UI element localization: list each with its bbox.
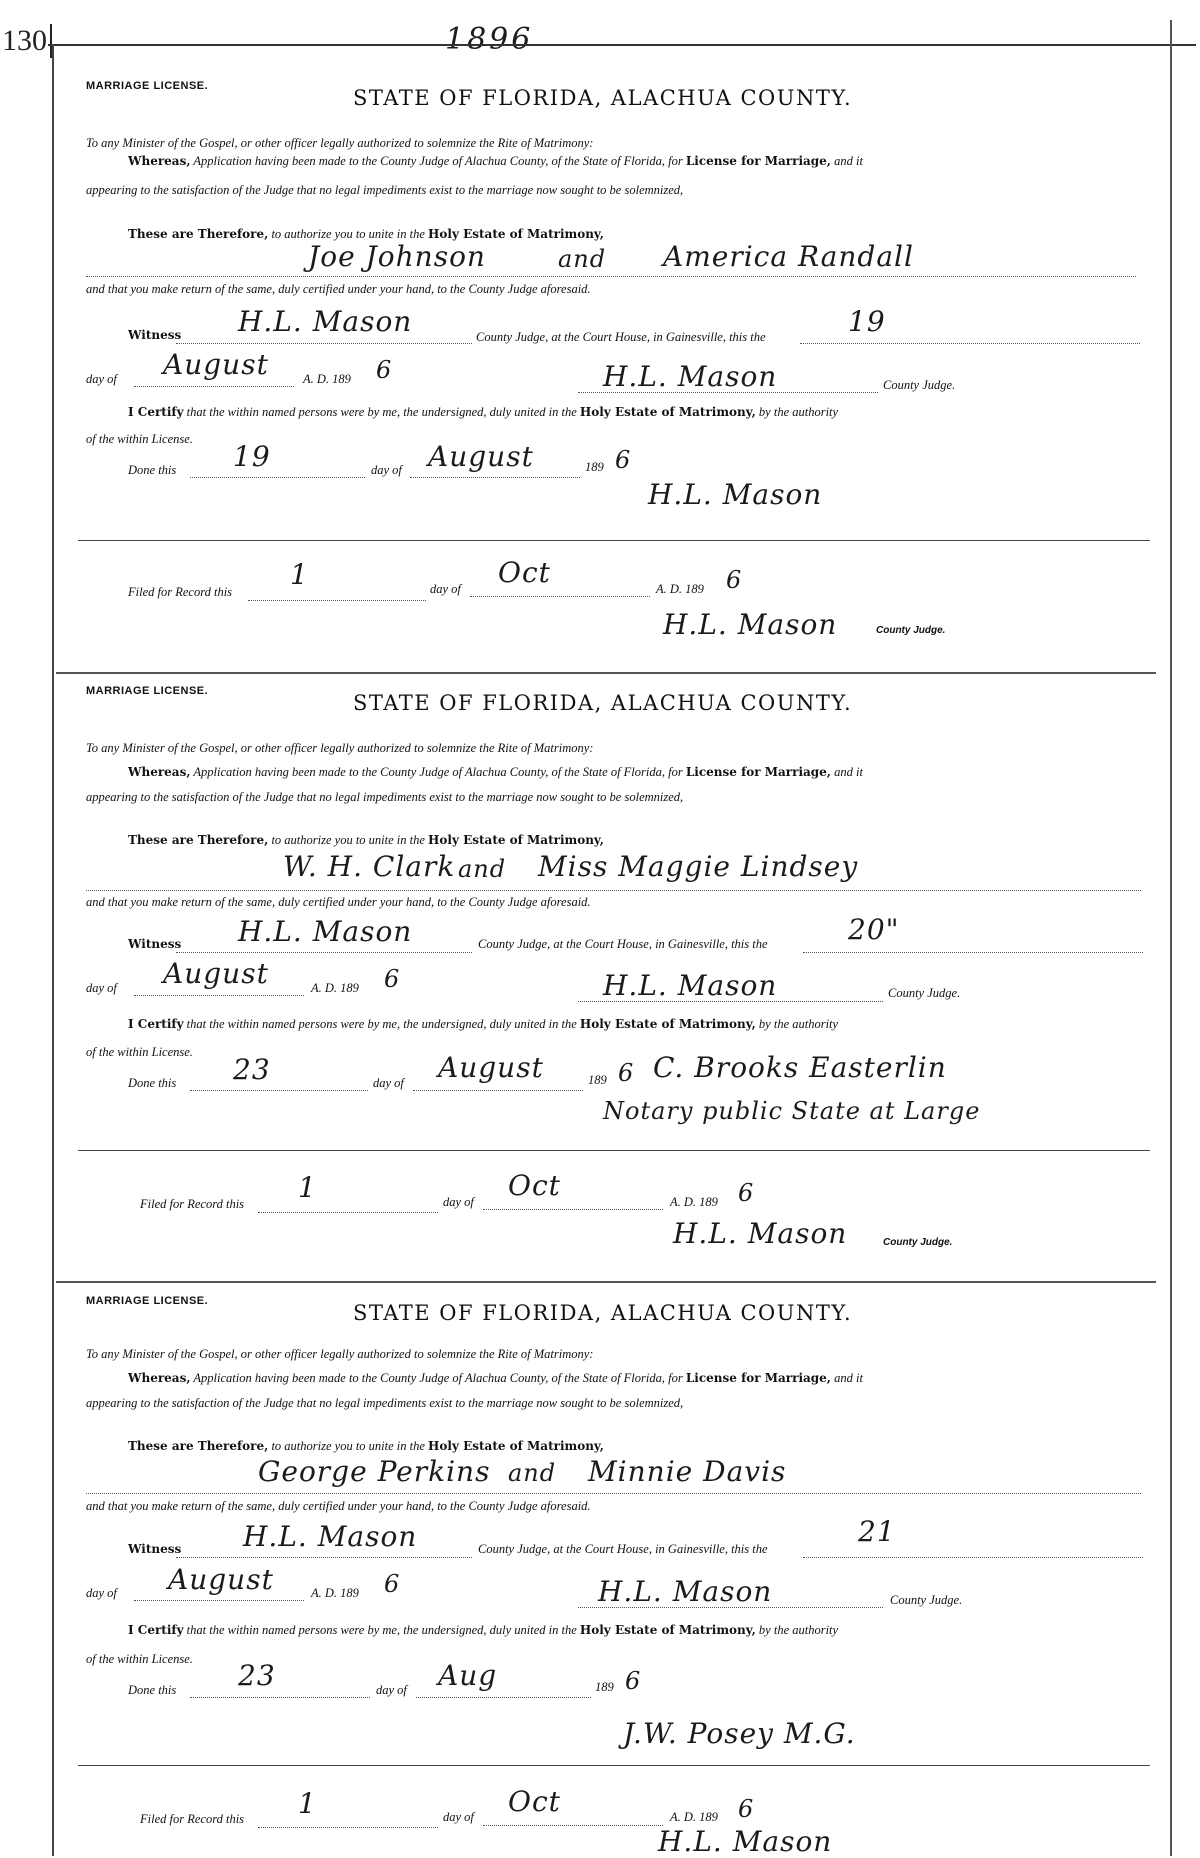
license-for-marriage: License for Marriage,: [685, 1371, 831, 1385]
filed-month-underline: [483, 1209, 663, 1210]
done-year-digit: 6: [618, 1059, 635, 1087]
filed-year-digit: 6: [738, 1795, 755, 1823]
filed-day-underline: [258, 1827, 438, 1828]
month-underline: [134, 386, 294, 387]
month-underline: [134, 1600, 304, 1601]
page-number: 130: [0, 24, 52, 58]
filed-day-of: day of: [443, 1810, 474, 1824]
county-judge-label: County Judge.: [890, 1593, 963, 1607]
officiant-signature: J.W. Posey M.G.: [623, 1717, 856, 1750]
county-judge-label: County Judge.: [888, 986, 961, 1000]
ad-label: A. D. 189: [311, 981, 359, 995]
done-month: August: [438, 1051, 544, 1084]
filed-county-judge: County Judge.: [876, 625, 946, 636]
done-month: Aug: [438, 1659, 498, 1692]
filed-month: Oct: [498, 556, 551, 589]
witness-underline: [176, 343, 472, 344]
certify-line: [128, 405, 838, 420]
holy-estate-certify: Holy Estate of Matrimony,: [579, 405, 756, 419]
filed-day: 1: [298, 1171, 317, 1204]
filed-month: Oct: [508, 1785, 561, 1818]
county-judge-court: County Judge, at the Court House, in Gainesville, this the: [478, 937, 768, 951]
filing-rule: [78, 540, 1150, 541]
license-for-marriage: License for Marriage,: [685, 154, 831, 168]
filed-day-of: day of: [443, 1195, 474, 1209]
done-this-label: Done this: [128, 1683, 177, 1697]
judge-underline: [578, 1001, 883, 1002]
filed-year-digit: 6: [726, 566, 743, 594]
license-header-label: MARRIAGE LICENSE.: [86, 80, 209, 92]
done-day-of: day of: [371, 463, 402, 477]
filed-month-underline: [470, 596, 650, 597]
license-title: STATE OF FLORIDA, ALACHUA COUNTY.: [353, 86, 853, 110]
witness-underline: [176, 952, 472, 953]
whereas-line: [128, 765, 863, 780]
filed-day-underline: [258, 1212, 438, 1213]
these-text: to authorize you to unite in the: [271, 833, 425, 847]
names-underline: [86, 276, 1136, 277]
day-underline: [803, 952, 1143, 953]
whereas-text: Application having been made to the County Judge of Alachua County, of the State of Florida, for: [193, 154, 683, 168]
done-day-underline: [190, 477, 365, 478]
month: August: [163, 348, 269, 381]
done-day-underline: [190, 1090, 368, 1091]
groom-name: Joe Johnson: [308, 240, 486, 273]
right-margin-rule: [1170, 20, 1172, 1856]
witness-underline: [176, 1557, 472, 1558]
county-judge-court: County Judge, at the Court House, in Gainesville, this the: [476, 330, 766, 344]
judge-underline: [578, 1607, 883, 1608]
license-for-marriage: License for Marriage,: [685, 765, 831, 779]
done-day-of: day of: [373, 1076, 404, 1090]
county-judge-label: County Judge.: [883, 378, 956, 392]
officiant-signature: C. Brooks Easterlin: [653, 1051, 947, 1084]
whereas-lead: Whereas,: [128, 1371, 191, 1385]
within-license: of the within License.: [86, 1045, 193, 1059]
done-month-underline: [416, 1697, 591, 1698]
day-of-label: day of: [86, 1586, 117, 1600]
these-text: to authorize you to unite in the: [271, 1439, 425, 1453]
filed-county-judge: County Judge.: [883, 1237, 953, 1248]
appearing-line: appearing to the satisfaction of the Judge that no legal impediments exist to the marriage now sought to be solemnized,: [86, 183, 684, 197]
month-underline: [134, 995, 304, 996]
witness-line: [128, 1542, 181, 1557]
witness-day: 19: [848, 305, 886, 338]
by-authority: by the authority: [758, 405, 839, 419]
whereas-text: Application having been made to the County Judge of Alachua County, of the State of Florida, for: [193, 765, 683, 779]
done-day: 19: [233, 440, 271, 473]
judge-underline: [578, 392, 878, 393]
certify-line: [128, 1623, 838, 1638]
these-lead: These are Therefore,: [128, 227, 269, 241]
and-it: and it: [834, 1371, 863, 1385]
filed-ad: A. D. 189: [656, 582, 704, 596]
done-month-underline: [410, 477, 580, 478]
county-judge-court: County Judge, at the Court House, in Gainesville, this the: [478, 1542, 768, 1556]
whereas-lead: Whereas,: [128, 765, 191, 779]
these-lead: These are Therefore,: [128, 1439, 269, 1453]
appearing-line: appearing to the satisfaction of the Judge that no legal impediments exist to the marriage now sought to be solemnized,: [86, 1396, 684, 1410]
address-line: To any Minister of the Gospel, or other officer legally authorized to solemnize the Rite of Matrimony:: [86, 741, 594, 755]
witness-line: [128, 328, 181, 343]
filing-rule: [78, 1765, 1150, 1766]
filed-month-underline: [483, 1825, 663, 1826]
done-day: 23: [233, 1053, 271, 1086]
day-of-label: day of: [86, 981, 117, 995]
filed-day: 1: [298, 1787, 317, 1820]
done-year-prefix: 189: [585, 460, 604, 474]
bride-name: Miss Maggie Lindsey: [538, 850, 859, 883]
page-year: 1896: [445, 22, 534, 57]
witness-line: [128, 937, 181, 952]
license-title: STATE OF FLORIDA, ALACHUA COUNTY.: [353, 1301, 853, 1325]
filed-day-of: day of: [430, 582, 461, 596]
return-line: and that you make return of the same, duly certified under your hand, to the County Judge aforesaid.: [86, 282, 591, 296]
filed-signature: H.L. Mason: [658, 1825, 833, 1858]
officiant-title: Notary public State at Large: [603, 1097, 981, 1125]
filed-label: Filed for Record this: [128, 585, 233, 599]
year-digit: 6: [384, 1570, 401, 1598]
officiant-signature: H.L. Mason: [648, 478, 823, 511]
holy-estate-certify: Holy Estate of Matrimony,: [579, 1017, 756, 1031]
certify-text: that the within named persons were by me, the undersigned, duly united in the: [186, 405, 577, 419]
done-day-of: day of: [376, 1683, 407, 1697]
return-line: and that you make return of the same, duly certified under your hand, to the County Judge aforesaid.: [86, 1499, 591, 1513]
address-line: To any Minister of the Gospel, or other officer legally authorized to solemnize the Rite of Matrimony:: [86, 136, 594, 150]
these-line: [128, 833, 604, 848]
filed-month: Oct: [508, 1169, 561, 1202]
holy-estate-certify: Holy Estate of Matrimony,: [579, 1623, 756, 1637]
done-year-digit: 6: [625, 1667, 642, 1695]
groom-name: George Perkins: [258, 1455, 491, 1488]
whereas-line: [128, 1371, 863, 1386]
marriage-license: [58, 80, 1148, 670]
names-underline: [86, 1493, 1141, 1494]
conjunction: and: [558, 245, 607, 273]
witness-label: Witness: [128, 937, 182, 951]
done-year-prefix: 189: [595, 1680, 614, 1694]
filed-signature: H.L. Mason: [663, 608, 838, 641]
filed-signature: H.L. Mason: [673, 1217, 848, 1250]
day-underline: [803, 1557, 1143, 1558]
groom-name: W. H. Clark: [283, 850, 456, 883]
witness-signature: H.L. Mason: [238, 915, 413, 948]
whereas-line: [128, 154, 863, 169]
left-margin-rule: [52, 44, 54, 1856]
within-license: of the within License.: [86, 1652, 193, 1666]
witness-label: Witness: [128, 1542, 182, 1556]
certify-line: [128, 1017, 838, 1032]
holy-estate: Holy Estate of Matrimony,: [428, 1439, 604, 1453]
judge-signature: H.L. Mason: [598, 1575, 773, 1608]
whereas-text: Application having been made to the County Judge of Alachua County, of the State of Florida, for: [193, 1371, 683, 1385]
filed-day: 1: [290, 558, 309, 591]
day-underline: [800, 343, 1140, 344]
witness-day: 21: [858, 1515, 896, 1548]
done-year-digit: 6: [615, 446, 632, 474]
conjunction: and: [508, 1459, 557, 1487]
witness-day: 20": [848, 913, 900, 946]
by-authority: by the authority: [758, 1623, 839, 1637]
by-authority: by the authority: [758, 1017, 839, 1031]
whereas-lead: Whereas,: [128, 154, 191, 168]
certify-lead: I Certify: [128, 1017, 184, 1031]
certify-lead: I Certify: [128, 405, 184, 419]
certify-text: that the within named persons were by me, the undersigned, duly united in the: [186, 1623, 577, 1637]
marriage-license: [58, 1295, 1148, 1856]
witness-signature: H.L. Mason: [243, 1520, 418, 1553]
month: August: [163, 957, 269, 990]
bride-name: Minnie Davis: [588, 1455, 787, 1488]
year-digit: 6: [376, 356, 393, 384]
filed-label: Filed for Record this: [140, 1197, 245, 1211]
holy-estate: Holy Estate of Matrimony,: [428, 227, 604, 241]
done-year-prefix: 189: [588, 1073, 607, 1087]
within-license: of the within License.: [86, 432, 193, 446]
filed-label: Filed for Record this: [140, 1812, 245, 1826]
filing-rule: [78, 1150, 1150, 1151]
these-lead: These are Therefore,: [128, 833, 269, 847]
judge-signature: H.L. Mason: [603, 969, 778, 1002]
these-line: [128, 1439, 604, 1454]
year-digit: 6: [384, 965, 401, 993]
certify-text: that the within named persons were by me, the undersigned, duly united in the: [186, 1017, 577, 1031]
license-separator: [56, 672, 1156, 674]
filed-ad: A. D. 189: [670, 1195, 718, 1209]
and-it: and it: [834, 765, 863, 779]
license-title: STATE OF FLORIDA, ALACHUA COUNTY.: [353, 691, 853, 715]
top-rule: [48, 44, 1196, 46]
certify-lead: I Certify: [128, 1623, 184, 1637]
return-line: and that you make return of the same, duly certified under your hand, to the County Judge aforesaid.: [86, 895, 591, 909]
done-month: August: [428, 440, 534, 473]
marriage-license: [58, 685, 1148, 1280]
bride-name: America Randall: [663, 240, 914, 273]
license-header-label: MARRIAGE LICENSE.: [86, 685, 209, 697]
holy-estate: Holy Estate of Matrimony,: [428, 833, 604, 847]
these-text: to authorize you to unite in the: [271, 227, 425, 241]
done-day-underline: [190, 1697, 370, 1698]
witness-signature: H.L. Mason: [238, 305, 413, 338]
judge-signature: H.L. Mason: [603, 360, 778, 393]
filed-ad: A. D. 189: [670, 1810, 718, 1824]
filed-year-digit: 6: [738, 1179, 755, 1207]
and-it: and it: [834, 154, 863, 168]
done-this-label: Done this: [128, 1076, 177, 1090]
day-of-label: day of: [86, 372, 117, 386]
ad-label: A. D. 189: [311, 1586, 359, 1600]
license-separator: [56, 1281, 1156, 1283]
done-this-label: Done this: [128, 463, 177, 477]
ad-label: A. D. 189: [303, 372, 351, 386]
done-day: 23: [238, 1659, 276, 1692]
license-header-label: MARRIAGE LICENSE.: [86, 1295, 209, 1307]
appearing-line: appearing to the satisfaction of the Judge that no legal impediments exist to the marriage now sought to be solemnized,: [86, 790, 684, 804]
address-line: To any Minister of the Gospel, or other officer legally authorized to solemnize the Rite of Matrimony:: [86, 1347, 594, 1361]
month: August: [168, 1563, 274, 1596]
done-month-underline: [413, 1090, 583, 1091]
conjunction: and: [458, 855, 507, 883]
names-underline: [86, 890, 1141, 891]
filed-day-underline: [248, 600, 426, 601]
witness-label: Witness: [128, 328, 182, 342]
